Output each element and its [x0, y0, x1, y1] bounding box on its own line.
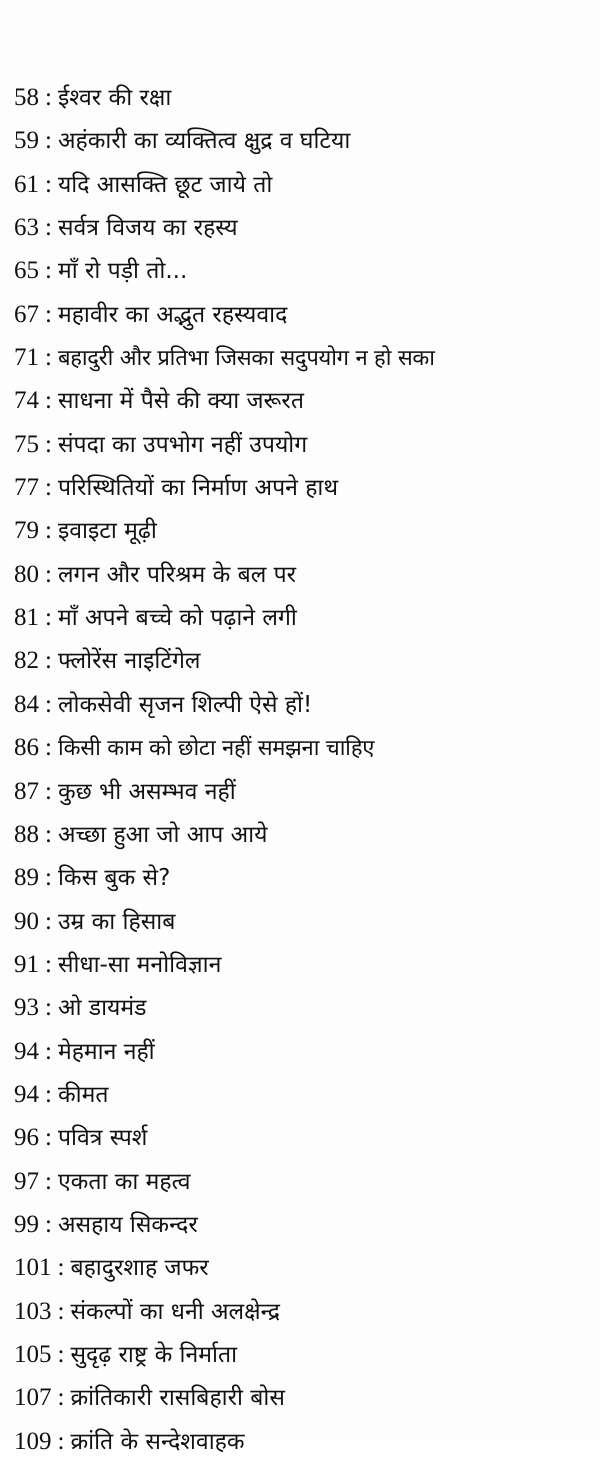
separator: :	[45, 1124, 52, 1152]
toc-entry	[14, 943, 598, 986]
toc-entry	[14, 683, 598, 726]
separator: :	[45, 1210, 52, 1238]
page-number: 87	[14, 777, 39, 805]
page-number: 77	[14, 474, 39, 502]
toc-entry	[14, 1203, 598, 1246]
entry-title: सर्वत्र विजय का रहस्य	[57, 215, 238, 242]
page-number: 61	[14, 170, 39, 198]
toc-entry	[14, 1246, 598, 1289]
separator: :	[45, 300, 52, 328]
toc-entry	[14, 770, 598, 813]
toc-entry	[14, 726, 598, 769]
page-number: 59	[14, 127, 39, 155]
separator: :	[57, 1384, 65, 1412]
entry-title: बहादुरशाह जफर	[70, 1255, 209, 1282]
toc-entry	[14, 1333, 598, 1376]
entry-title: पवित्र स्पर्श	[57, 1125, 148, 1152]
toc-entry	[14, 249, 598, 292]
page-number: 89	[14, 864, 39, 892]
separator: :	[45, 1037, 52, 1065]
page-number: 82	[14, 647, 39, 675]
separator: :	[45, 604, 52, 632]
entry-title: इवाइटा मूढ़ी	[57, 518, 157, 545]
entry-title: अहंकारी का व्यक्तित्व क्षुद्र व घटिया	[57, 128, 351, 155]
toc-entry	[14, 466, 598, 509]
toc-entry	[14, 509, 598, 552]
page-number: 94	[14, 1080, 39, 1108]
page-number: 105	[14, 1340, 52, 1368]
entry-title: एकता का महत्व	[57, 1168, 191, 1195]
entry-title: संपदा का उपभोग नहीं उपयोग	[57, 431, 308, 458]
separator: :	[45, 647, 52, 675]
entry-title: माँ रो पड़ी तो...	[57, 258, 188, 285]
toc-entry	[14, 206, 598, 249]
page-number: 74	[14, 387, 39, 415]
entry-title: अच्छा हुआ जो आप आये	[57, 821, 268, 848]
toc-entry	[14, 379, 598, 422]
toc-entry	[14, 1073, 598, 1116]
page-number: 58	[14, 84, 39, 111]
separator: :	[45, 474, 52, 502]
toc-entry	[14, 1116, 598, 1159]
entry-title: यदि आसक्ति छूट जाये तो	[57, 171, 273, 198]
separator: :	[45, 430, 52, 458]
page-number: 75	[14, 430, 39, 458]
separator: :	[45, 734, 52, 762]
entry-title: लोकसेवी सृजन शिल्पी ऐसे हों!	[57, 691, 313, 718]
entry-title: माँ अपने बच्चे को पढ़ाने लगी	[57, 605, 297, 632]
page-number: 88	[14, 820, 39, 848]
page-number: 71	[14, 344, 39, 372]
entry-title: साधना में पैसे की क्या जरूरत	[57, 388, 304, 415]
page-number: 80	[14, 560, 39, 588]
separator: :	[45, 560, 52, 588]
separator: :	[45, 690, 52, 718]
toc-entry	[14, 553, 598, 596]
entry-title: किसी काम को छोटा नहीं समझना चाहिए	[57, 736, 375, 762]
toc-entry	[14, 900, 598, 943]
entry-title: लगन और परिश्रम के बल पर	[57, 561, 297, 588]
separator: :	[57, 1297, 65, 1325]
toc-entry	[14, 336, 598, 379]
page-number: 97	[14, 1167, 39, 1195]
separator: :	[57, 1254, 65, 1282]
separator: :	[45, 517, 52, 545]
toc-entry	[14, 856, 598, 899]
page-number: 107	[14, 1384, 52, 1412]
entry-title: फ्लोरेंस नाइटिंगेल	[57, 648, 201, 675]
entry-title: उम्र का हिसाब	[57, 908, 176, 935]
page-number: 93	[14, 994, 39, 1022]
separator: :	[45, 127, 52, 155]
page-number: 84	[14, 690, 39, 718]
separator: :	[45, 864, 52, 892]
entry-title: कीमत	[57, 1081, 109, 1108]
page-number: 63	[14, 214, 39, 242]
toc-entry	[14, 76, 598, 119]
toc-entry	[14, 1160, 598, 1203]
entry-title: परिस्थितियों का निर्माण अपने हाथ	[57, 475, 339, 502]
toc-entry	[14, 119, 598, 162]
entry-title: महावीर का अद्भुत रहस्यवाद	[57, 301, 288, 328]
page-number: 94	[14, 1037, 39, 1065]
separator: :	[45, 820, 52, 848]
page-number: 79	[14, 517, 39, 545]
separator: :	[45, 777, 52, 805]
separator: :	[45, 1080, 52, 1108]
page-number: 96	[14, 1124, 39, 1152]
toc-entry	[14, 1420, 598, 1463]
page-number: 65	[14, 257, 39, 285]
separator: :	[45, 1167, 52, 1195]
page-number: 86	[14, 734, 39, 762]
toc-entry	[14, 163, 598, 206]
separator: :	[57, 1427, 65, 1455]
entry-title: संकल्पों का धनी अलक्षेन्द्र	[70, 1298, 280, 1325]
toc-entry	[14, 986, 598, 1029]
toc-entry	[14, 423, 598, 466]
entry-title: क्रांतिकारी रासबिहारी बोस	[70, 1385, 285, 1412]
entry-title: किस बुक से?	[57, 865, 171, 892]
separator: :	[57, 1340, 65, 1368]
entry-title: सुदृढ़ राष्ट्र के निर्माता	[70, 1341, 238, 1368]
toc-entry	[14, 1030, 598, 1073]
toc-entry	[14, 293, 598, 336]
separator: :	[45, 170, 52, 198]
page-number: 67	[14, 300, 39, 328]
toc-entry	[14, 1290, 598, 1333]
entry-title: कुछ भी असम्भव नहीं	[57, 778, 236, 805]
toc-entry	[14, 1376, 598, 1419]
separator: :	[45, 907, 52, 935]
entry-title: सीधा-सा मनोविज्ञान	[57, 951, 222, 978]
page-number: 99	[14, 1210, 39, 1238]
separator: :	[45, 344, 52, 372]
page-number: 101	[14, 1254, 52, 1282]
toc-entry	[14, 596, 598, 639]
separator: :	[45, 257, 52, 285]
separator: :	[45, 994, 52, 1022]
separator: :	[45, 950, 52, 978]
entry-title: ओ डायमंड	[57, 995, 147, 1022]
separator: :	[45, 387, 52, 415]
table-of-contents	[14, 76, 598, 1463]
page-number: 91	[14, 950, 39, 978]
page-number: 90	[14, 907, 39, 935]
entry-title: बहादुरी और प्रतिभा जिसका सदुपयोग न हो सका	[57, 346, 435, 372]
page-number: 81	[14, 604, 39, 632]
entry-title: क्रांति के सन्देशवाहक	[70, 1428, 245, 1455]
toc-entry	[14, 813, 598, 856]
page-number: 103	[14, 1297, 52, 1325]
entry-title: ईश्वर की रक्षा	[57, 85, 172, 111]
entry-title: मेहमान नहीं	[57, 1038, 155, 1065]
entry-title: असहाय सिकन्दर	[57, 1211, 198, 1238]
separator: :	[45, 84, 52, 111]
page-number: 109	[14, 1427, 52, 1455]
toc-entry	[14, 639, 598, 682]
separator: :	[45, 214, 52, 242]
